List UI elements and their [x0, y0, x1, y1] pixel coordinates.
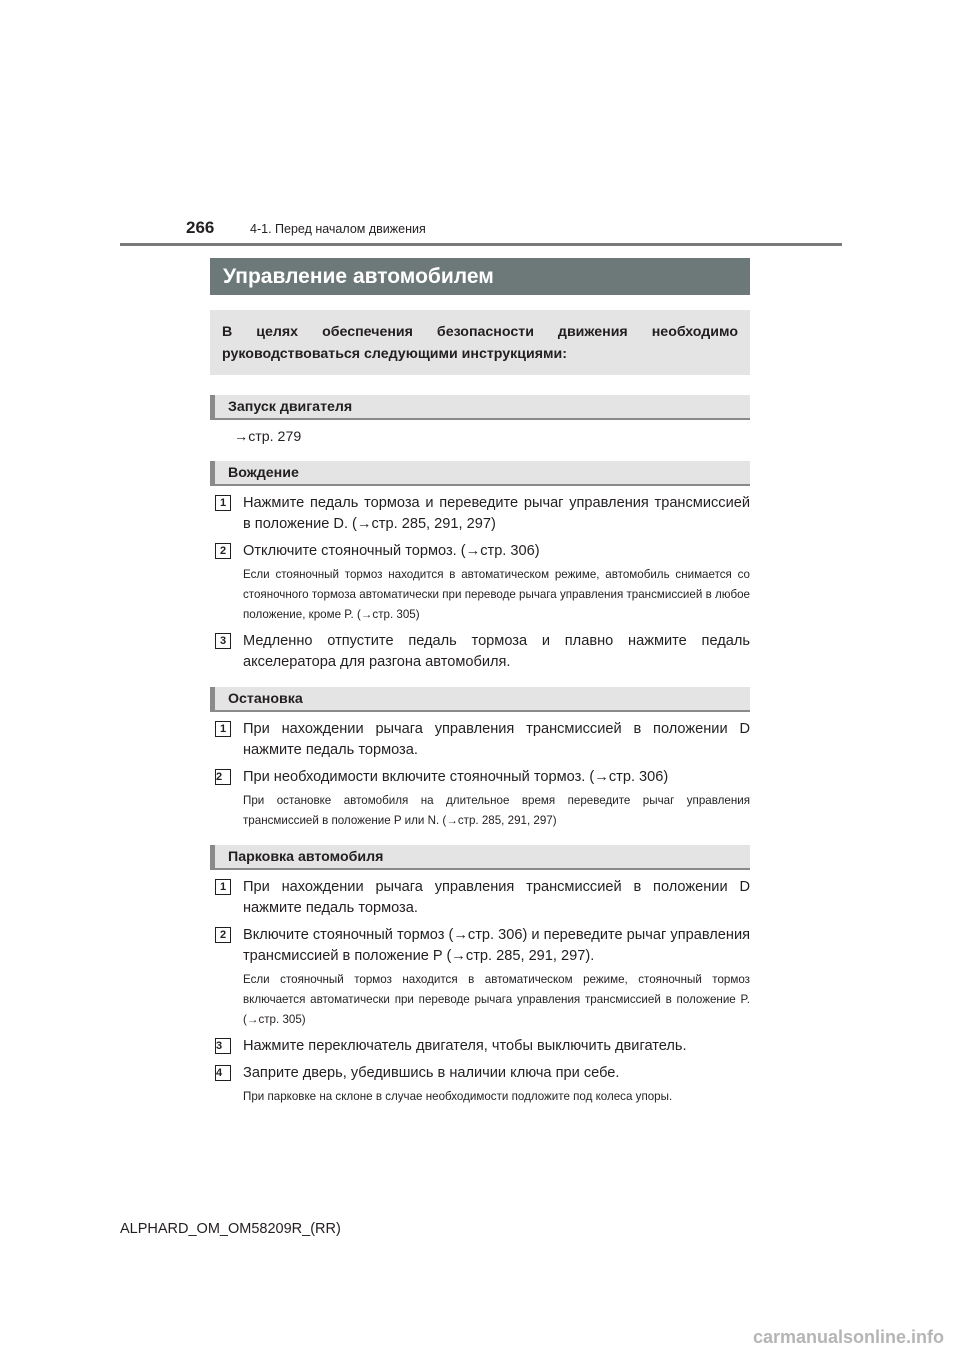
- step-text: Включите стояночный тормоз (→стр. 306) и переведите рычаг управления трансмиссией в положение P (→стр. 285, 291, 297).: [243, 927, 750, 964]
- engine-start-reference: →стр. 279: [234, 429, 302, 445]
- step-number-badge: 3: [215, 1038, 231, 1054]
- step-text: Нажмите педаль тормоза и переведите рычаг управления трансмиссией в положение D. (→стр. 285, 291, 297): [243, 495, 750, 532]
- step-text: Нажмите переключатель двигателя, чтобы выключить двигатель.: [243, 1038, 687, 1054]
- parking-step-4: [210, 1063, 750, 1084]
- driving-step-1: [210, 493, 750, 535]
- step-number-badge: 4: [215, 1065, 231, 1081]
- parking-step-4-note: При парковке на склоне в случае необходимости подложите под колеса упоры.: [243, 1090, 673, 1103]
- driving-step-3: [210, 631, 750, 673]
- heading-parking: Парковка автомобиля: [210, 845, 750, 870]
- step-text: При нахождении рычага управления трансмиссией в положении D нажмите педаль тормоза.: [243, 721, 750, 758]
- step-number-badge: 2: [215, 769, 231, 785]
- stopping-step-1: [210, 719, 750, 761]
- step-text: Медленно отпустите педаль тормоза и плавно нажмите педаль акселератора для разгона автомобиля.: [243, 633, 750, 670]
- step-number-badge: 3: [215, 633, 231, 649]
- parking-step-1: [210, 877, 750, 919]
- page-title: Управление автомобилем: [210, 258, 750, 295]
- header-divider: [120, 243, 842, 246]
- stopping-step-2-note: При остановке автомобиля на длительное время переведите рычаг управления трансмиссией в положение P или N. (→стр. 285, 291, 297): [243, 794, 750, 827]
- parking-step-3: [210, 1036, 750, 1057]
- step-text: При нахождении рычага управления трансмиссией в положении D нажмите педаль тормоза.: [243, 879, 750, 916]
- heading-engine-start: Запуск двигателя: [210, 395, 750, 420]
- driving-step-2: [210, 541, 750, 562]
- section-breadcrumb: 4-1. Перед началом движения: [250, 222, 426, 236]
- heading-stopping: Остановка: [210, 687, 750, 712]
- step-text: При необходимости включите стояночный тормоз. (→стр. 306): [243, 769, 669, 785]
- parking-step-2: [210, 925, 750, 967]
- step-number-badge: 1: [215, 721, 231, 737]
- heading-driving: Вождение: [210, 461, 750, 486]
- intro-box: В целях обеспечения безопасности движения необходимо руководствоваться следующими инструкциями:: [210, 310, 750, 375]
- step-number-badge: 1: [215, 879, 231, 895]
- step-number-badge: 1: [215, 495, 231, 511]
- page-number: 266: [186, 218, 215, 237]
- parking-step-2-note: Если стояночный тормоз находится в автоматическом режиме, стояночный тормоз включается автоматически при переводе рычага управления трансмиссией в положение P. (→стр. 305): [243, 973, 750, 1026]
- page-content: [210, 258, 750, 1107]
- step-text: Отключите стояночный тормоз. (→стр. 306): [243, 543, 540, 559]
- step-text: Заприте дверь, убедившись в наличии ключа при себе.: [243, 1065, 620, 1081]
- stopping-step-2: [210, 767, 750, 788]
- watermark: carmanualsonline.info: [752, 1327, 944, 1347]
- driving-step-2-note: Если стояночный тормоз находится в автоматическом режиме, автомобиль снимается со стояночного тормоза автоматически при переводе рычага управления трансмиссией в любое положение, кроме P. (→стр. 305): [243, 568, 750, 621]
- step-number-badge: 2: [215, 927, 231, 943]
- document-code-footer: ALPHARD_OM_OM58209R_(RR): [120, 1221, 341, 1237]
- step-number-badge: 2: [215, 543, 231, 559]
